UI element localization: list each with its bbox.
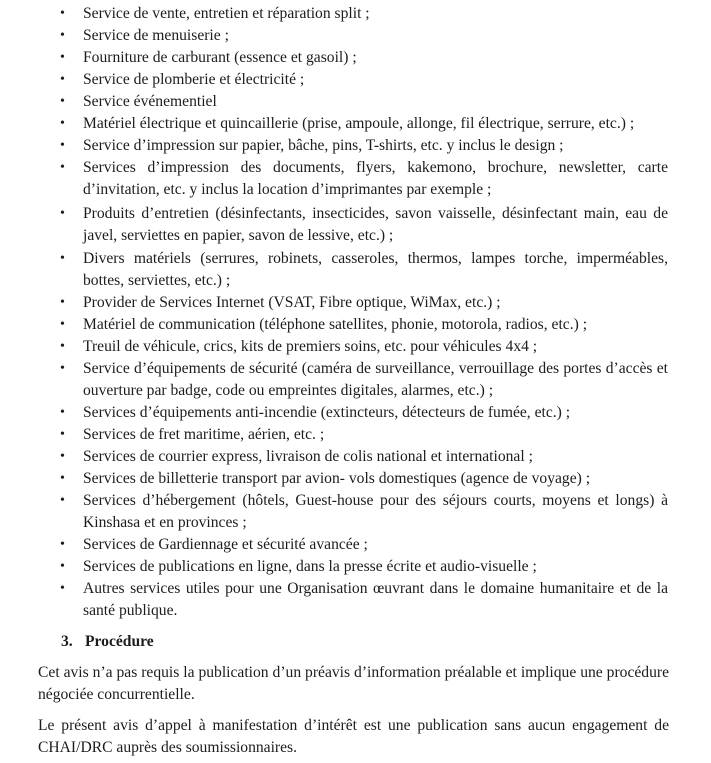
- list-item-text: Services de billetterie transport par avion- vols domestiques (agence de voyage) ;: [83, 470, 591, 487]
- bullet-icon: •: [60, 251, 65, 266]
- list-item: [60, 446, 668, 468]
- list-item: [60, 47, 668, 69]
- list-item: [60, 534, 668, 556]
- list-item: [60, 490, 668, 534]
- list-item: [60, 113, 668, 135]
- bullet-icon: •: [60, 116, 65, 131]
- list-item: [60, 424, 668, 446]
- list-item: [60, 157, 668, 201]
- list-item: [60, 3, 668, 25]
- section-number: 3.: [61, 633, 73, 650]
- list-item-text: Services d’équipements anti-incendie (extincteurs, détecteurs de fumée, etc.) ;: [83, 404, 571, 421]
- list-item: [60, 468, 668, 490]
- bullet-icon: •: [60, 295, 65, 310]
- bullet-icon: •: [60, 449, 65, 464]
- list-item-text: Service de vente, entretien et réparation split ;: [83, 5, 370, 22]
- bullet-icon: •: [60, 493, 65, 508]
- list-item-text: Services de fret maritime, aérien, etc. ;: [83, 426, 325, 443]
- list-item: [60, 578, 668, 622]
- bullet-icon: •: [60, 138, 65, 153]
- list-item-text: Services de courrier express, livraison de colis national et international ;: [83, 448, 533, 465]
- list-item: [60, 91, 668, 113]
- list-item-text: Matériel de communication (téléphone satellites, phonie, motorola, radios, etc.) ;: [83, 316, 588, 333]
- list-item-text: Services d’impression des documents, flyers, kakemono, brochure, newsletter, carte d’invitation, etc. y inclus la location d’imprimantes par exemple ;: [83, 159, 668, 198]
- bullet-icon: •: [60, 427, 65, 442]
- list-item-text: Services de publications en ligne, dans la presse écrite et audio-visuelle ;: [83, 558, 537, 575]
- list-item: [60, 556, 668, 578]
- bullet-icon: •: [60, 206, 65, 221]
- list-item-text: Services de Gardiennage et sécurité avancée ;: [83, 536, 368, 553]
- section-heading: [61, 631, 154, 653]
- bullet-icon: •: [60, 471, 65, 486]
- list-item: [60, 69, 668, 91]
- disclaimer-paragraph: Le présent avis d’appel à manifestation d’intérêt est une publication sans aucun engagement de CHAI/DRC auprès des soumissionnaires.: [38, 717, 669, 756]
- list-item-text: Service événementiel: [83, 93, 217, 110]
- bullet-icon: •: [60, 405, 65, 420]
- list-item: [60, 135, 668, 157]
- list-item-text: Service de menuiserie ;: [83, 27, 229, 44]
- list-item-text: Service d’équipements de sécurité (caméra de surveillance, verrouillage des portes d’accès et ouverture par badge, code ou empreintes digitales, alarmes, etc.) ;: [83, 360, 668, 399]
- bullet-icon: •: [60, 559, 65, 574]
- list-item: [60, 402, 668, 424]
- bullet-icon: •: [60, 72, 65, 87]
- bullet-icon: •: [60, 339, 65, 354]
- service-list: [60, 3, 668, 622]
- list-item: [60, 358, 668, 402]
- list-item: [60, 314, 668, 336]
- list-item-text: Divers matériels (serrures, robinets, casseroles, thermos, lampes torche, imperméables, bottes, serviettes, etc.) ;: [83, 250, 668, 289]
- list-item-text: Service d’impression sur papier, bâche, pins, T-shirts, etc. y inclus le design ;: [83, 137, 564, 154]
- list-item-text: Produits d’entretien (désinfectants, insecticides, savon vaisselle, désinfectant main, eau de javel, serviettes en papier, savon de lessive, etc.) ;: [83, 205, 668, 244]
- procedure-paragraph: Cet avis n’a pas requis la publication d’un préavis d’information préalable et implique une procédure négociée concurrentielle.: [38, 664, 669, 703]
- list-item-text: Treuil de véhicule, crics, kits de premiers soins, etc. pour véhicules 4x4 ;: [83, 338, 538, 355]
- list-item: [60, 292, 668, 314]
- bullet-icon: •: [60, 361, 65, 376]
- bullet-icon: •: [60, 50, 65, 65]
- list-item-text: Matériel électrique et quincaillerie (prise, ampoule, allonge, fil électrique, serrure, etc.) ;: [83, 115, 635, 132]
- bullet-icon: •: [60, 6, 65, 21]
- list-item-text: Autres services utiles pour une Organisation œuvrant dans le domaine humanitaire et de la santé publique.: [83, 580, 668, 619]
- bullet-icon: •: [60, 28, 65, 43]
- list-item: [60, 248, 668, 292]
- list-item: [60, 336, 668, 358]
- bullet-icon: •: [60, 160, 65, 175]
- list-item: [60, 203, 668, 247]
- section-title: Procédure: [85, 633, 154, 650]
- list-item-text: Services d’hébergement (hôtels, Guest-house pour des séjours courts, moyens et longs) à Kinshasa et en provinces ;: [83, 492, 668, 531]
- list-item-text: Fourniture de carburant (essence et gasoil) ;: [83, 49, 357, 66]
- bullet-icon: •: [60, 537, 65, 552]
- bullet-icon: •: [60, 317, 65, 332]
- bullet-icon: •: [60, 581, 65, 596]
- bullet-icon: •: [60, 94, 65, 109]
- list-item-text: Provider de Services Internet (VSAT, Fibre optique, WiMax, etc.) ;: [83, 294, 501, 311]
- list-item: [60, 25, 668, 47]
- list-item-text: Service de plomberie et électricité ;: [83, 71, 305, 88]
